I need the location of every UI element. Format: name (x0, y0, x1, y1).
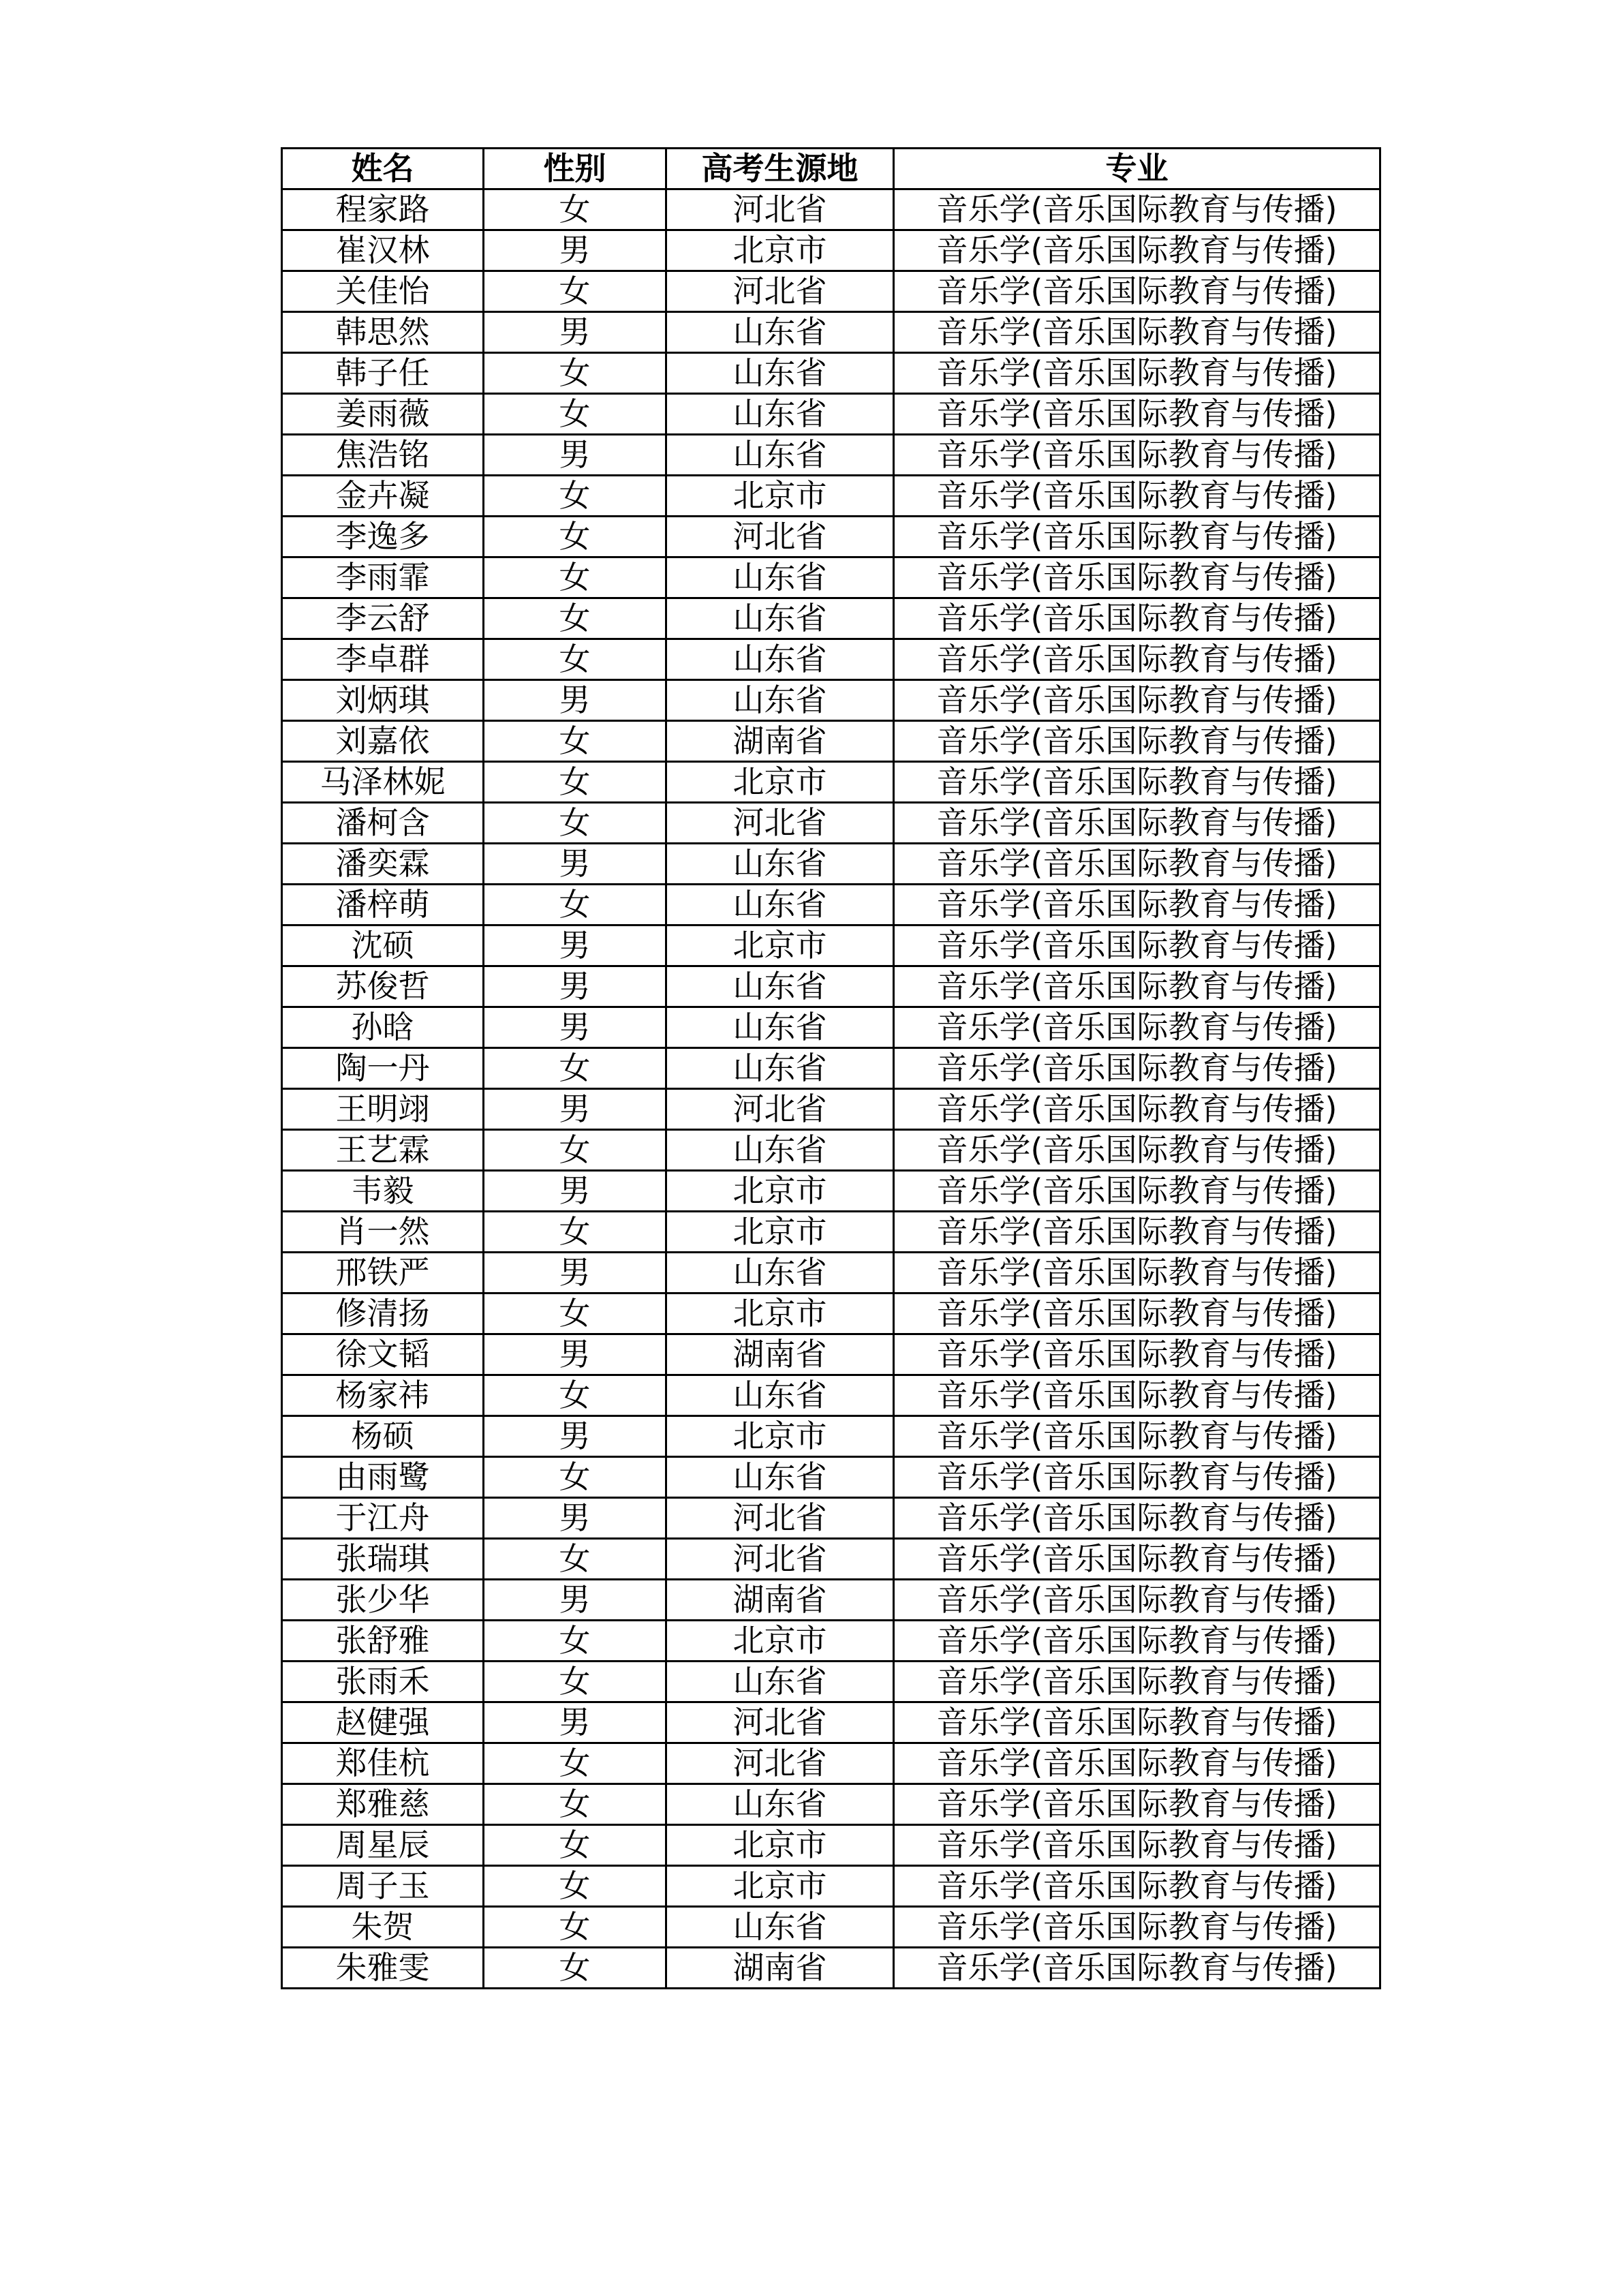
cell-gender: 男 (484, 435, 666, 476)
table-row (282, 1702, 1380, 1743)
cell-major: 音乐学(音乐国际教育与传播) (894, 1702, 1380, 1743)
cell-major: 音乐学(音乐国际教育与传播) (894, 721, 1380, 762)
table-row (282, 1089, 1380, 1130)
cell-major: 音乐学(音乐国际教育与传播) (894, 1580, 1380, 1621)
cell-origin: 北京市 (666, 1212, 894, 1253)
table-row (282, 1171, 1380, 1212)
cell-name: 韩子任 (282, 353, 484, 394)
cell-major: 音乐学(音乐国际教育与传播) (894, 189, 1380, 230)
cell-major: 音乐学(音乐国际教育与传播) (894, 680, 1380, 721)
cell-gender: 男 (484, 844, 666, 885)
table-row (282, 189, 1380, 230)
cell-name: 肖一然 (282, 1212, 484, 1253)
cell-gender: 男 (484, 312, 666, 353)
cell-origin: 山东省 (666, 844, 894, 885)
cell-gender: 女 (484, 762, 666, 803)
cell-origin: 北京市 (666, 1294, 894, 1334)
header-row (282, 149, 1380, 189)
cell-origin: 山东省 (666, 353, 894, 394)
table-row (282, 598, 1380, 639)
cell-gender: 男 (484, 925, 666, 966)
cell-gender: 男 (484, 1007, 666, 1048)
table-row (282, 1743, 1380, 1784)
cell-origin: 山东省 (666, 885, 894, 925)
cell-name: 赵健强 (282, 1702, 484, 1743)
cell-gender: 女 (484, 1907, 666, 1948)
table-row (282, 435, 1380, 476)
cell-gender: 男 (484, 1498, 666, 1539)
cell-gender: 女 (484, 517, 666, 557)
table-row (282, 762, 1380, 803)
table-body (282, 189, 1380, 1989)
cell-origin: 河北省 (666, 189, 894, 230)
cell-origin: 河北省 (666, 1498, 894, 1539)
cell-gender: 女 (484, 885, 666, 925)
cell-origin: 山东省 (666, 557, 894, 598)
cell-major: 音乐学(音乐国际教育与传播) (894, 844, 1380, 885)
cell-name: 马泽林妮 (282, 762, 484, 803)
cell-origin: 北京市 (666, 762, 894, 803)
column-header-major: 专业 (894, 149, 1380, 189)
cell-name: 焦浩铭 (282, 435, 484, 476)
cell-name: 潘柯含 (282, 803, 484, 844)
cell-name: 韩思然 (282, 312, 484, 353)
cell-origin: 山东省 (666, 639, 894, 680)
table-row (282, 1130, 1380, 1171)
table-row (282, 885, 1380, 925)
cell-origin: 山东省 (666, 1907, 894, 1948)
table-row (282, 721, 1380, 762)
cell-name: 王艺霖 (282, 1130, 484, 1171)
cell-gender: 女 (484, 1825, 666, 1866)
cell-name: 李雨霏 (282, 557, 484, 598)
cell-major: 音乐学(音乐国际教育与传播) (894, 885, 1380, 925)
cell-gender: 女 (484, 1375, 666, 1416)
cell-origin: 山东省 (666, 1048, 894, 1089)
table-row (282, 271, 1380, 312)
cell-origin: 湖南省 (666, 1580, 894, 1621)
cell-origin: 山东省 (666, 1784, 894, 1825)
cell-major: 音乐学(音乐国际教育与传播) (894, 1866, 1380, 1907)
table-row (282, 1007, 1380, 1048)
cell-major: 音乐学(音乐国际教育与传播) (894, 1743, 1380, 1784)
cell-major: 音乐学(音乐国际教育与传播) (894, 1907, 1380, 1948)
cell-name: 郑雅慈 (282, 1784, 484, 1825)
cell-gender: 女 (484, 353, 666, 394)
column-header-gender: 性别 (484, 149, 666, 189)
cell-origin: 北京市 (666, 230, 894, 271)
cell-name: 苏俊哲 (282, 966, 484, 1007)
cell-name: 孙晗 (282, 1007, 484, 1048)
cell-major: 音乐学(音乐国际教育与传播) (894, 230, 1380, 271)
cell-origin: 山东省 (666, 598, 894, 639)
cell-gender: 女 (484, 476, 666, 517)
cell-origin: 山东省 (666, 1007, 894, 1048)
cell-major: 音乐学(音乐国际教育与传播) (894, 1662, 1380, 1702)
table-row (282, 966, 1380, 1007)
cell-origin: 湖南省 (666, 1948, 894, 1989)
cell-major: 音乐学(音乐国际教育与传播) (894, 639, 1380, 680)
cell-name: 李逸多 (282, 517, 484, 557)
cell-gender: 女 (484, 1866, 666, 1907)
cell-origin: 湖南省 (666, 721, 894, 762)
cell-gender: 男 (484, 1253, 666, 1294)
cell-origin: 河北省 (666, 1743, 894, 1784)
cell-gender: 女 (484, 1743, 666, 1784)
cell-name: 朱贺 (282, 1907, 484, 1948)
cell-gender: 男 (484, 1702, 666, 1743)
cell-origin: 北京市 (666, 1416, 894, 1457)
cell-name: 李云舒 (282, 598, 484, 639)
table-row (282, 312, 1380, 353)
cell-origin: 山东省 (666, 394, 894, 435)
cell-origin: 山东省 (666, 312, 894, 353)
cell-name: 周子玉 (282, 1866, 484, 1907)
cell-origin: 山东省 (666, 1130, 894, 1171)
cell-gender: 女 (484, 598, 666, 639)
cell-origin: 河北省 (666, 1702, 894, 1743)
table-row (282, 1539, 1380, 1580)
table-row (282, 1457, 1380, 1498)
cell-origin: 湖南省 (666, 1334, 894, 1375)
table-row (282, 1907, 1380, 1948)
cell-major: 音乐学(音乐国际教育与传播) (894, 1212, 1380, 1253)
cell-origin: 山东省 (666, 1375, 894, 1416)
cell-gender: 男 (484, 1416, 666, 1457)
cell-major: 音乐学(音乐国际教育与传播) (894, 1294, 1380, 1334)
cell-name: 张雨禾 (282, 1662, 484, 1702)
cell-major: 音乐学(音乐国际教育与传播) (894, 353, 1380, 394)
cell-origin: 北京市 (666, 1866, 894, 1907)
table-row (282, 844, 1380, 885)
table-row (282, 1784, 1380, 1825)
table-row (282, 230, 1380, 271)
cell-origin: 山东省 (666, 435, 894, 476)
cell-gender: 女 (484, 803, 666, 844)
cell-name: 郑佳杭 (282, 1743, 484, 1784)
cell-major: 音乐学(音乐国际教育与传播) (894, 1457, 1380, 1498)
table-row (282, 1825, 1380, 1866)
cell-gender: 女 (484, 557, 666, 598)
cell-gender: 女 (484, 1048, 666, 1089)
cell-major: 音乐学(音乐国际教育与传播) (894, 598, 1380, 639)
cell-name: 周星辰 (282, 1825, 484, 1866)
cell-origin: 河北省 (666, 271, 894, 312)
cell-name: 邢铁严 (282, 1253, 484, 1294)
cell-gender: 女 (484, 1662, 666, 1702)
cell-origin: 河北省 (666, 803, 894, 844)
cell-major: 音乐学(音乐国际教育与传播) (894, 1825, 1380, 1866)
cell-name: 沈硕 (282, 925, 484, 966)
cell-origin: 山东省 (666, 966, 894, 1007)
cell-origin: 河北省 (666, 1539, 894, 1580)
cell-major: 音乐学(音乐国际教育与传播) (894, 1253, 1380, 1294)
table-row (282, 639, 1380, 680)
table-row (282, 394, 1380, 435)
cell-name: 杨家祎 (282, 1375, 484, 1416)
column-header-name: 姓名 (282, 149, 484, 189)
table-row (282, 353, 1380, 394)
cell-gender: 女 (484, 189, 666, 230)
cell-major: 音乐学(音乐国际教育与传播) (894, 1048, 1380, 1089)
cell-origin: 山东省 (666, 680, 894, 721)
table-row (282, 476, 1380, 517)
cell-name: 潘梓萌 (282, 885, 484, 925)
table-row (282, 1866, 1380, 1907)
cell-major: 音乐学(音乐国际教育与传播) (894, 557, 1380, 598)
table-row (282, 1580, 1380, 1621)
cell-major: 音乐学(音乐国际教育与传播) (894, 1007, 1380, 1048)
cell-name: 徐文韬 (282, 1334, 484, 1375)
cell-name: 王明翊 (282, 1089, 484, 1130)
cell-name: 刘炳琪 (282, 680, 484, 721)
cell-gender: 男 (484, 1334, 666, 1375)
cell-gender: 女 (484, 721, 666, 762)
cell-major: 音乐学(音乐国际教育与传播) (894, 1948, 1380, 1989)
cell-gender: 女 (484, 1212, 666, 1253)
cell-major: 音乐学(音乐国际教育与传播) (894, 1498, 1380, 1539)
table-row (282, 1294, 1380, 1334)
cell-gender: 女 (484, 1784, 666, 1825)
cell-gender: 女 (484, 1294, 666, 1334)
cell-major: 音乐学(音乐国际教育与传播) (894, 803, 1380, 844)
table-row (282, 1334, 1380, 1375)
cell-name: 崔汉林 (282, 230, 484, 271)
cell-gender: 男 (484, 1171, 666, 1212)
cell-name: 程家路 (282, 189, 484, 230)
table-row (282, 1621, 1380, 1662)
cell-name: 金卉凝 (282, 476, 484, 517)
cell-gender: 女 (484, 1621, 666, 1662)
cell-gender: 男 (484, 1580, 666, 1621)
cell-major: 音乐学(音乐国际教育与传播) (894, 1375, 1380, 1416)
table-row (282, 1948, 1380, 1989)
cell-name: 张舒雅 (282, 1621, 484, 1662)
cell-major: 音乐学(音乐国际教育与传播) (894, 966, 1380, 1007)
cell-name: 由雨鹭 (282, 1457, 484, 1498)
cell-gender: 女 (484, 1539, 666, 1580)
cell-major: 音乐学(音乐国际教育与传播) (894, 517, 1380, 557)
cell-major: 音乐学(音乐国际教育与传播) (894, 1171, 1380, 1212)
cell-gender: 女 (484, 1130, 666, 1171)
cell-major: 音乐学(音乐国际教育与传播) (894, 271, 1380, 312)
cell-major: 音乐学(音乐国际教育与传播) (894, 312, 1380, 353)
cell-name: 韦毅 (282, 1171, 484, 1212)
cell-major: 音乐学(音乐国际教育与传播) (894, 1334, 1380, 1375)
cell-major: 音乐学(音乐国际教育与传播) (894, 435, 1380, 476)
cell-origin: 北京市 (666, 1825, 894, 1866)
table-row (282, 1498, 1380, 1539)
cell-name: 潘奕霖 (282, 844, 484, 885)
cell-name: 陶一丹 (282, 1048, 484, 1089)
cell-origin: 北京市 (666, 1171, 894, 1212)
cell-major: 音乐学(音乐国际教育与传播) (894, 1416, 1380, 1457)
cell-name: 朱雅雯 (282, 1948, 484, 1989)
cell-gender: 男 (484, 966, 666, 1007)
cell-major: 音乐学(音乐国际教育与传播) (894, 762, 1380, 803)
cell-gender: 女 (484, 1948, 666, 1989)
table-header (282, 149, 1380, 189)
cell-gender: 女 (484, 394, 666, 435)
table-row (282, 1212, 1380, 1253)
table-row (282, 557, 1380, 598)
table-row (282, 517, 1380, 557)
cell-origin: 河北省 (666, 517, 894, 557)
student-roster-table (281, 147, 1381, 1989)
cell-origin: 北京市 (666, 476, 894, 517)
cell-major: 音乐学(音乐国际教育与传播) (894, 1621, 1380, 1662)
table-row (282, 680, 1380, 721)
cell-major: 音乐学(音乐国际教育与传播) (894, 394, 1380, 435)
table-row (282, 1253, 1380, 1294)
cell-origin: 北京市 (666, 925, 894, 966)
table-row (282, 803, 1380, 844)
cell-gender: 女 (484, 271, 666, 312)
cell-gender: 女 (484, 1457, 666, 1498)
cell-name: 杨硕 (282, 1416, 484, 1457)
cell-major: 音乐学(音乐国际教育与传播) (894, 476, 1380, 517)
cell-name: 张瑞琪 (282, 1539, 484, 1580)
cell-gender: 女 (484, 639, 666, 680)
table-row (282, 1416, 1380, 1457)
cell-name: 李卓群 (282, 639, 484, 680)
cell-origin: 河北省 (666, 1089, 894, 1130)
cell-major: 音乐学(音乐国际教育与传播) (894, 1089, 1380, 1130)
cell-origin: 山东省 (666, 1457, 894, 1498)
cell-gender: 男 (484, 680, 666, 721)
cell-origin: 山东省 (666, 1253, 894, 1294)
table-row (282, 1048, 1380, 1089)
cell-origin: 北京市 (666, 1621, 894, 1662)
cell-major: 音乐学(音乐国际教育与传播) (894, 1539, 1380, 1580)
table-row (282, 1375, 1380, 1416)
cell-name: 姜雨薇 (282, 394, 484, 435)
cell-major: 音乐学(音乐国际教育与传播) (894, 1130, 1380, 1171)
cell-name: 于江舟 (282, 1498, 484, 1539)
table-row (282, 1662, 1380, 1702)
cell-name: 修清扬 (282, 1294, 484, 1334)
cell-name: 刘嘉依 (282, 721, 484, 762)
column-header-origin: 高考生源地 (666, 149, 894, 189)
cell-major: 音乐学(音乐国际教育与传播) (894, 1784, 1380, 1825)
cell-gender: 男 (484, 1089, 666, 1130)
cell-name: 关佳怡 (282, 271, 484, 312)
cell-name: 张少华 (282, 1580, 484, 1621)
cell-major: 音乐学(音乐国际教育与传播) (894, 925, 1380, 966)
table-row (282, 925, 1380, 966)
cell-origin: 山东省 (666, 1662, 894, 1702)
cell-gender: 男 (484, 230, 666, 271)
